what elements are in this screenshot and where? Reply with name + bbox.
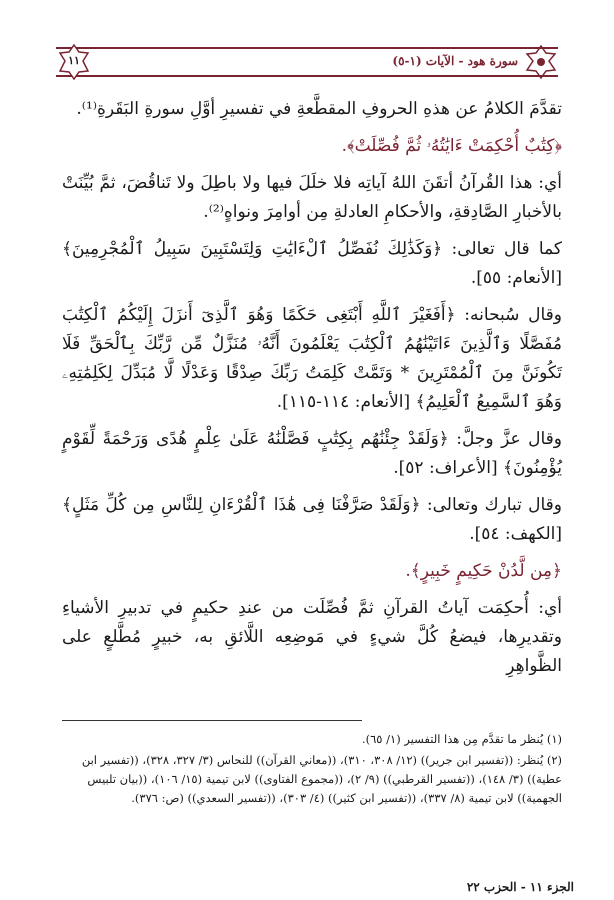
page-body (62, 95, 562, 689)
verse-heading-2: ﴿مِن لَّدُنْ حَكِيمٍ خَبِيرٍ﴾. (405, 561, 562, 581)
paragraph-intro: تقدَّمَ الكلامُ عن هذهِ الحروفِ المقطَّعةِ في تفسيرِ أوَّلِ سورةِ البَقَرةِ⁽¹⁾. (76, 99, 562, 119)
ornament-icon (524, 44, 558, 80)
footnote-divider (62, 720, 362, 721)
paragraph-explanation-2: أي: أُحكِمَت آياتُ القرآنِ ثمَّ فُصِّلَت من عندِ حكيمٍ في تدبيرِ الأشياءِ وتقديرِها، فيضعُ كُلَّ شيءٍ في مَوضِعِه اللَّائقِ به، خبيرٍ مُطَّلعٍ على الظَّواهِرِ (62, 598, 562, 676)
footnotes (62, 730, 562, 810)
paragraph-explanation-1: أي: هذا القُرآنُ أتقَنَ اللهُ آياتِه فلا خلَلَ فيها ولا باطِلَ ولا تَناقُضَ، ثمَّ بُيِّنَتْ بالأخبارِ الصَّادِقةِ، والأحكامِ العادلةِ مِن أوامِرَ ونواهٍ⁽²⁾. (62, 173, 562, 222)
page-number-badge (56, 44, 92, 80)
footnote-2: (٢) يُنظر: ((تفسير ابن جرير)) (١٢/ ٣٠٨، ٣١٠)، ((معاني القرآن)) للنحاس (٣/ ٣٢٧، ٣٢٨)، ((تفسير ابن عطية)) (٣/ ١٤٨)، ((تفسير القرطبي)) (٩/ ٢)، ((مجموع الفتاوى)) لابن تيمية (١٥/ ١٠٦)، ((بيان تلبيس الجهمية)) لابن تيمية (٨/ ٣٣٧)، ((تفسير ابن كثير)) (٤/ ٣٠٣)، ((تفسير السعدي)) (ص: ٣٧٦). (81, 753, 562, 805)
footer-juz-hizb: الجزء ١١ - الحزب ٢٢ (466, 880, 574, 894)
paragraph-quote-anam-114: وقال سُبحانه: ﴿أَفَغَيْرَ ٱللَّهِ أَبْتَغِى حَكَمًا وَهُوَ ٱلَّذِىٓ أَنزَلَ إِلَيْكُمُ ٱلْكِتَٰبَ مُفَصَّلًا وَٱلَّذِينَ ءَاتَيْنَٰهُمُ ٱلْكِتَٰبَ يَعْلَمُونَ أَنَّهُۥ مُنَزَّلٌ مِّن رَّبِّكَ بِٱلْحَقِّ فَلَا تَكُونَنَّ مِنَ ٱلْمُمْتَرِينَ * وَتَمَّتْ كَلِمَتُ رَبِّكَ صِدْقًا وَعَدْلًا لَّا مُبَدِّلَ لِكَلِمَٰتِهِۦ وَهُوَ ٱلسَّمِيعُ ٱلْعَلِيمُ﴾ [الأنعام: ١١٤-١١٥]. (62, 305, 562, 412)
paragraph-quote-araf-52: وقال عزَّ وجلَّ: ﴿وَلَقَدْ جِئْنَٰهُم بِكِتَٰبٍ فَصَّلْنَٰهُ عَلَىٰ عِلْمٍ هُدًى وَرَحْمَةً لِّقَوْمٍ يُؤْمِنُونَ﴾ [الأعراف: ٥٢]. (62, 429, 562, 478)
verse-heading-1: ﴿كِتَٰبٌ أُحْكِمَتْ ءَايَٰتُهُۥ ثُمَّ فُصِّلَتْ﴾. (341, 136, 562, 156)
page-number: ١١ (68, 54, 80, 67)
header-border-bottom (56, 75, 558, 77)
footnote-1: (١) يُنظر ما تقدَّم مِن هذا التفسير (١/ ٦٥). (361, 732, 562, 746)
paragraph-quote-anam-55: كما قال تعالى: ﴿وَكَذَٰلِكَ نُفَصِّلُ ٱلْءَايَٰتِ وَلِتَسْتَبِينَ سَبِيلُ ٱلْمُجْرِمِينَ﴾ [الأنعام: ٥٥]. (62, 239, 562, 288)
page-header (56, 44, 558, 80)
paragraph-quote-kahf-54: وقال تبارك وتعالى: ﴿وَلَقَدْ صَرَّفْنَا فِى هَٰذَا ٱلْقُرْءَانِ لِلنَّاسِ مِن كُلِّ مَثَلٍ﴾ [الكهف: ٥٤]. (62, 495, 562, 544)
header-title: سورة هود - الآيات (١-٥) (392, 54, 518, 68)
header-border-top (56, 47, 558, 49)
